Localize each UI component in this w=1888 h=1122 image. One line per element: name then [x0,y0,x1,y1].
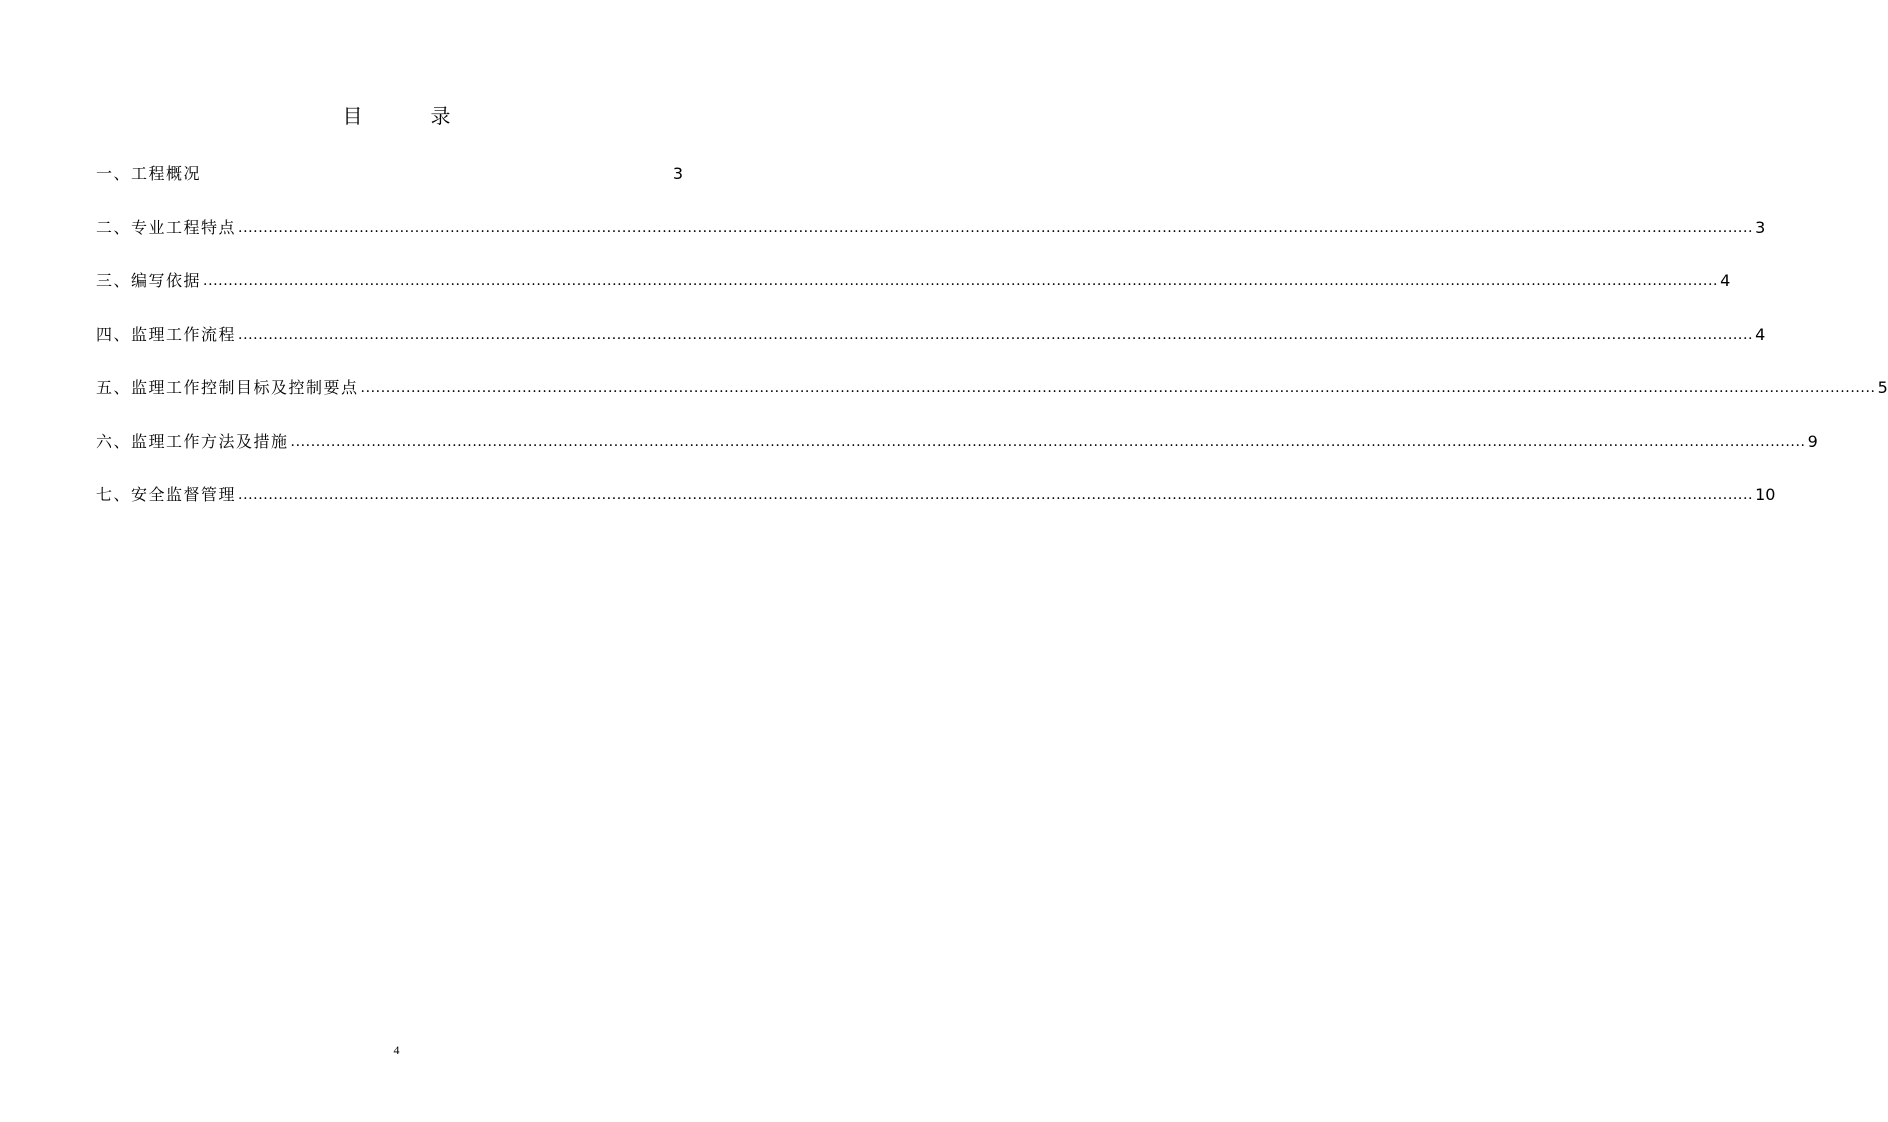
toc-entry-label: 五、监理工作控制目标及控制要点 [96,378,359,397]
toc-entry-leader: ............................................................................................................................................................................................................................................................................................................ [238,326,1754,343]
toc-entry-page: 10 [1755,485,1776,504]
toc-entry-label: 二、专业工程特点 [96,217,237,237]
toc-entry-label: 六、监理工作方法及措施 [96,431,289,451]
toc-entry-label: 七、安全监督管理 [96,485,237,504]
toc-entry-leader: ............................................................................................................................................................................................................................................................................................................ [238,487,1754,503]
table-of-contents [96,160,1888,535]
toc-entry-page: 3 [672,164,683,183]
toc-entry-page: 5 [1877,378,1888,397]
toc-entry[interactable] [96,160,699,214]
toc-entry-page: 4 [1720,271,1731,290]
toc-entry[interactable] [96,214,1766,268]
toc-entry-page: 9 [1807,431,1818,451]
toc-entry[interactable] [96,321,1766,375]
page-number: 4 [393,1043,400,1057]
toc-entry-leader: ............................................................................................................................................................................................................................................................................................................ [290,433,1806,450]
toc-entry-leader: ............................................................................................................................................................................................................................................................................................................ [360,380,1876,396]
toc-entry-label: 三、编写依据 [96,271,202,290]
toc-entry-label: 四、监理工作流程 [96,324,237,344]
toc-entry-page: 4 [1755,324,1766,344]
toc-entry[interactable] [96,267,1731,321]
toc-entry-leader: ............................................................................................................................................................................................................................................................................................................ [238,219,1754,236]
toc-entry-page: 3 [1755,217,1766,237]
toc-entry[interactable] [96,374,1888,428]
toc-entry[interactable] [96,428,1818,482]
toc-entry-label: 一、工程概况 [96,164,202,183]
toc-entry-leader: ............................................................................................................................................................................................................................................................................................................ [203,273,1719,289]
toc-title: 目 录 [342,104,475,128]
toc-entry[interactable] [96,481,1776,535]
